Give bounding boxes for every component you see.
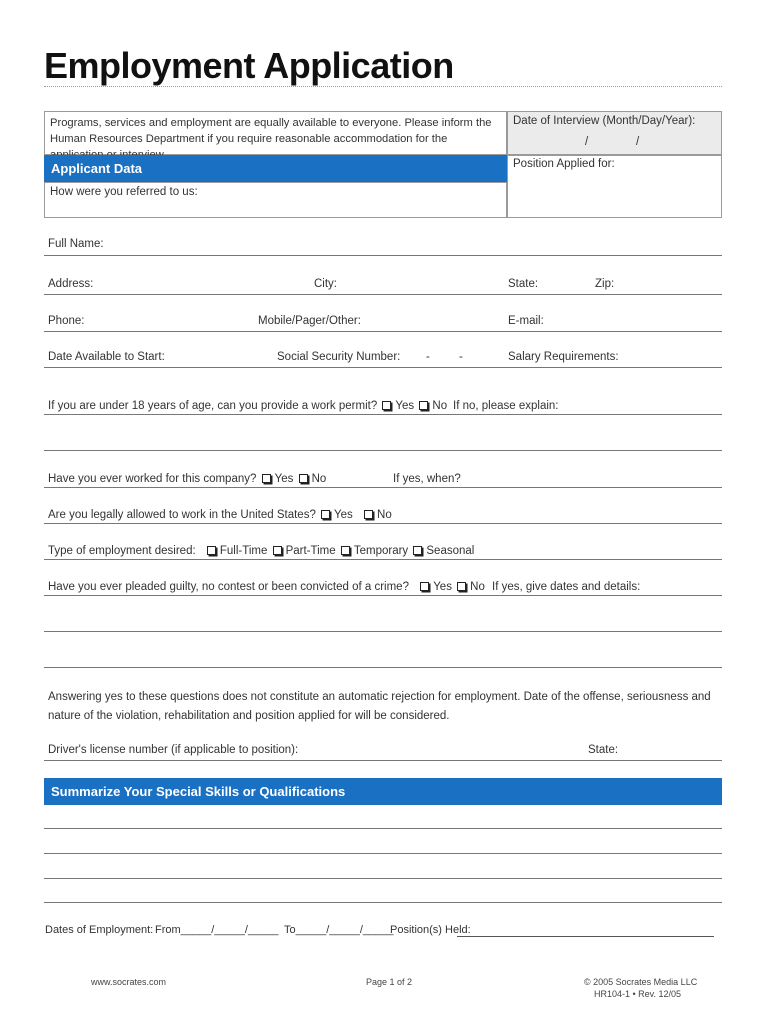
city-label: City: [314, 278, 337, 290]
legal-question [48, 509, 392, 521]
under18-field[interactable] [44, 414, 722, 415]
legal-question-text: Are you legally allowed to work in the United States? [48, 509, 316, 521]
phone-label: Phone: [48, 315, 85, 327]
worked-before-yes-checkbox[interactable] [262, 474, 271, 483]
skills-line[interactable] [44, 902, 722, 903]
title-divider [44, 86, 722, 87]
if-yes-when-label: If yes, when? [393, 473, 461, 485]
part-time-checkbox[interactable] [273, 546, 282, 555]
crime-no-checkbox[interactable] [457, 582, 466, 591]
skills-line[interactable] [44, 853, 722, 854]
phone-field[interactable] [44, 331, 722, 332]
license-state-label: State: [588, 744, 619, 756]
from-date-field[interactable]: From_____/_____/_____ [155, 924, 279, 936]
positions-held-label: Position(s) Held: [390, 924, 471, 936]
date-available-field[interactable] [44, 367, 722, 368]
zip-label: Zip: [595, 278, 615, 290]
legal-yes-checkbox[interactable] [321, 510, 330, 519]
if-no-explain-label: If no, please explain: [453, 400, 559, 412]
footer-revision: HR104-1 • Rev. 12/05 [594, 989, 682, 999]
full-time-checkbox[interactable] [207, 546, 216, 555]
skills-line[interactable] [44, 878, 722, 879]
license-field[interactable] [44, 760, 722, 761]
crime-details-line[interactable] [44, 631, 722, 632]
license-label: Driver's license number (if applicable to position): [48, 744, 299, 756]
employment-type-field[interactable] [44, 559, 722, 560]
interview-date-separator: / [585, 136, 589, 148]
temporary-checkbox[interactable] [341, 546, 350, 555]
crime-question-text: Have you ever pleaded guilty, no contest or been convicted of a crime? [48, 581, 409, 593]
ssn-dash: - [426, 351, 430, 363]
dates-employment-label: Dates of Employment: [45, 924, 154, 936]
if-yes-details-label: If yes, give dates and details: [492, 581, 641, 593]
interview-date-label: Date of Interview (Month/Day/Year): [513, 115, 696, 127]
explain-line[interactable] [44, 450, 722, 451]
legal-field[interactable] [44, 523, 722, 524]
under18-no-checkbox[interactable] [419, 401, 428, 410]
worked-before-field[interactable] [44, 487, 722, 488]
disclaimer-text: Answering yes to these questions does not constitute an automatic rejection for employment. Date of the offense, seriousness and nature of the violation, rehabilitation and position applied for will be considered. [48, 691, 711, 722]
crime-question [48, 581, 485, 593]
employment-type-text: Type of employment desired: [48, 545, 196, 557]
page-title: Employment Application [44, 45, 454, 86]
seasonal-checkbox[interactable] [413, 546, 422, 555]
legal-no-checkbox[interactable] [364, 510, 373, 519]
address-label: Address: [48, 278, 94, 290]
under18-yes-checkbox[interactable] [382, 401, 391, 410]
part-time-label: Part-Time [285, 545, 336, 557]
under18-question-text: If you are under 18 years of age, can you provide a work permit? [48, 400, 378, 412]
address-field[interactable] [44, 294, 722, 295]
yes-label: Yes [395, 400, 415, 412]
footer-page-number: Page 1 of 2 [366, 977, 413, 987]
worked-before-no-checkbox[interactable] [299, 474, 308, 483]
state-label: State: [508, 278, 539, 290]
applicant-data-title: Applicant Data [51, 161, 143, 176]
no-label: No [432, 400, 448, 412]
no-label: No [470, 581, 485, 593]
salary-label: Salary Requirements: [508, 351, 619, 363]
yes-label: Yes [334, 509, 353, 521]
footer-website: www.socrates.com [91, 977, 167, 987]
to-date-field[interactable]: To_____/_____/_____ [284, 924, 394, 936]
skills-title: Summarize Your Special Skills or Qualifications [51, 784, 346, 799]
ssn-label: Social Security Number: [277, 351, 401, 363]
footer-copyright: © 2005 Socrates Media LLC [584, 977, 698, 987]
no-label: No [377, 509, 392, 521]
yes-label: Yes [274, 473, 294, 485]
intro-text: Programs, services and employment are equally available to everyone. Please inform the Human Resources Department if you require reasonable accommodation for the [50, 117, 492, 145]
seasonal-label: Seasonal [426, 545, 475, 557]
worked-before-question [48, 473, 326, 485]
crime-yes-checkbox[interactable] [420, 582, 429, 591]
crime-details-line[interactable] [44, 667, 722, 668]
full-time-label: Full-Time [219, 545, 268, 557]
mobile-label: Mobile/Pager/Other: [258, 315, 361, 327]
no-label: No [311, 473, 327, 485]
under18-question [48, 400, 447, 412]
temporary-label: Temporary [353, 545, 409, 557]
employment-type-question [48, 545, 474, 557]
email-label: E-mail: [508, 315, 544, 327]
interview-date-separator: / [636, 136, 640, 148]
crime-field[interactable] [44, 595, 722, 596]
yes-label: Yes [433, 581, 452, 593]
positions-held-field[interactable] [457, 936, 714, 937]
worked-before-text: Have you ever worked for this company? [48, 473, 257, 485]
ssn-dash: - [459, 351, 463, 363]
referred-label: How were you referred to us: [50, 186, 198, 198]
skills-line[interactable] [44, 828, 722, 829]
position-applied-label: Position Applied for: [513, 158, 615, 170]
date-available-label: Date Available to Start: [48, 351, 165, 363]
full-name-field[interactable] [44, 255, 722, 256]
full-name-label: Full Name: [48, 238, 104, 250]
